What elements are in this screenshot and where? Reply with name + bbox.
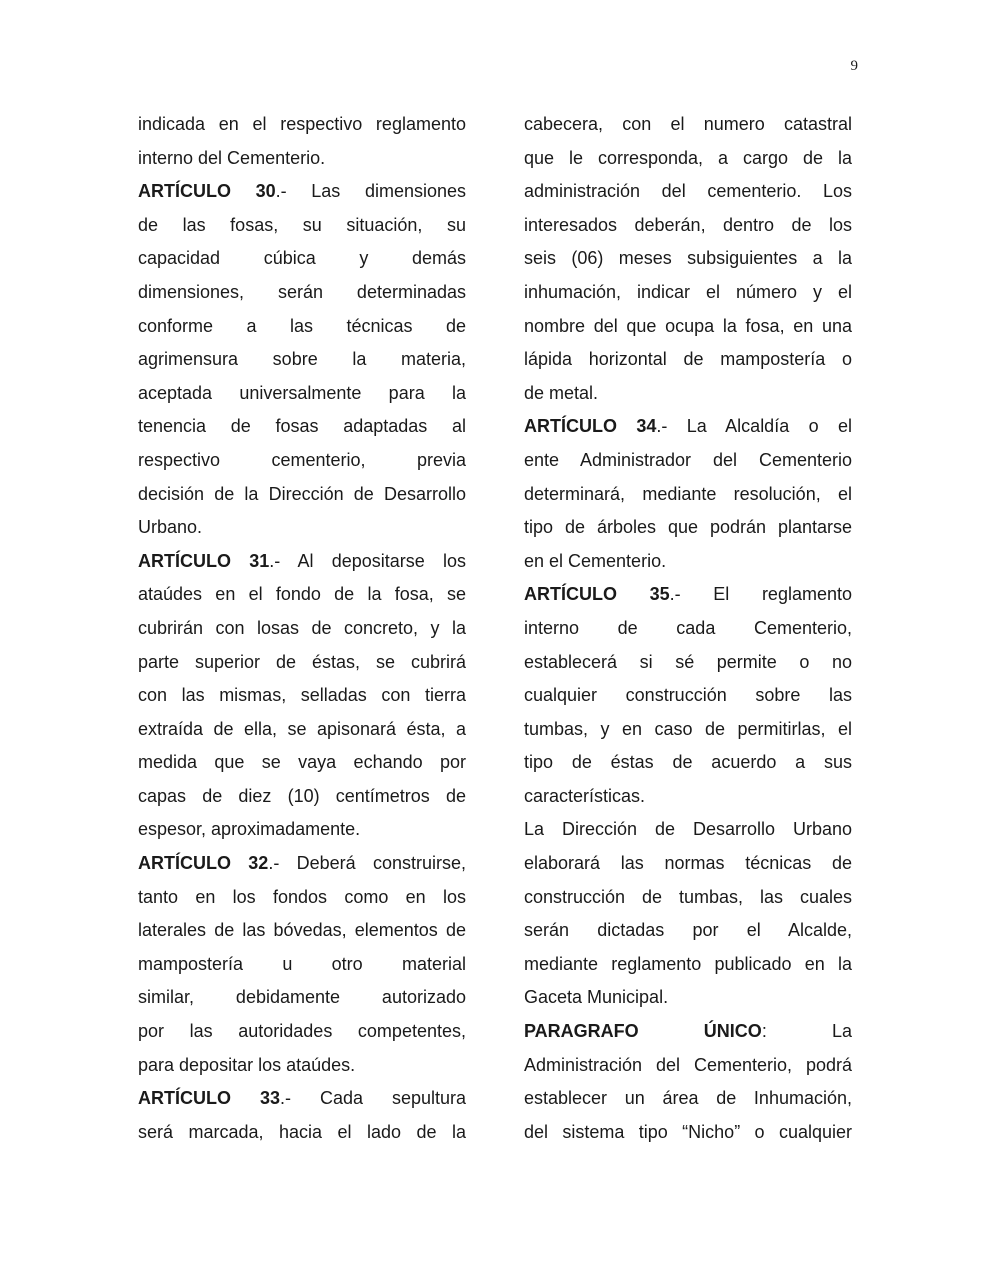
- line-text: aceptada universalmente para la: [138, 382, 466, 403]
- line-text: ataúdes en el fondo de la fosa, se: [138, 584, 466, 605]
- line-text: agrimensura sobre la materia,: [138, 349, 466, 370]
- line-text: interesados deberán, dentro de los: [524, 214, 852, 235]
- left-column: [138, 108, 466, 1149]
- text-line: [524, 914, 852, 948]
- line-text: tumbas, y en caso de permitirlas, el: [524, 718, 852, 739]
- text-line: [138, 914, 466, 948]
- line-text: .- Las dimensiones: [275, 181, 467, 202]
- line-text: del sistema tipo “Nicho” o cualquier: [524, 1121, 852, 1142]
- line-text: características.: [524, 785, 646, 806]
- text-line: [138, 209, 466, 243]
- line-text: tipo de árboles que podrán plantarse: [524, 517, 852, 538]
- line-text: La Dirección de Desarrollo Urbano: [524, 819, 852, 840]
- article-heading-line: [524, 1015, 852, 1049]
- text-line: [138, 276, 466, 310]
- line-text: decisión de la Dirección de Desarrollo: [138, 483, 466, 504]
- page-number: 9: [850, 58, 858, 74]
- text-line: [524, 948, 852, 982]
- text-line: [524, 478, 852, 512]
- line-text: .- Al depositarse los: [269, 550, 467, 571]
- text-line: [138, 478, 466, 512]
- line-text: dimensiones, serán determinadas: [138, 281, 466, 302]
- text-line: [524, 175, 852, 209]
- text-line: [524, 276, 852, 310]
- line-text: conforme a las técnicas de: [138, 315, 466, 336]
- article-number: ARTÍCULO 35: [524, 584, 670, 605]
- line-text: por las autoridades competentes,: [138, 1021, 466, 1042]
- line-text: parte superior de éstas, se cubrirá: [138, 651, 466, 672]
- article-number: ARTÍCULO 34: [524, 416, 657, 437]
- text-line: [524, 1049, 852, 1083]
- text-line: [138, 242, 466, 276]
- text-line: [138, 746, 466, 780]
- line-text: construcción de tumbas, las cuales: [524, 886, 852, 907]
- article-number: ARTÍCULO 33: [138, 1088, 280, 1109]
- line-text: establecer un área de Inhumación,: [524, 1088, 852, 1109]
- line-text: será marcada, hacia el lado de la: [138, 1121, 466, 1142]
- article-heading-line: [138, 545, 466, 579]
- text-line: [138, 1049, 466, 1083]
- text-line: [524, 343, 852, 377]
- text-line: [524, 612, 852, 646]
- text-line: [524, 713, 852, 747]
- text-line: [524, 444, 852, 478]
- text-line: [524, 377, 852, 411]
- line-text: .- La Alcaldía o el: [656, 416, 852, 437]
- line-text: con las mismas, selladas con tierra: [138, 685, 466, 706]
- line-text: lápida horizontal de mampostería o: [524, 349, 852, 370]
- line-text: interno de cada Cementerio,: [524, 617, 852, 638]
- line-text: medida que se vaya echando por: [138, 752, 466, 773]
- line-text: determinará, mediante resolución, el: [524, 483, 852, 504]
- text-line: [138, 310, 466, 344]
- article-number: ARTÍCULO 32: [138, 853, 269, 874]
- article-heading-line: [524, 410, 852, 444]
- line-text: establecerá si sé permite o no: [524, 651, 852, 672]
- text-line: [524, 108, 852, 142]
- line-text: interno del Cementerio.: [138, 147, 326, 168]
- text-line: [138, 377, 466, 411]
- article-heading-line: [138, 175, 466, 209]
- text-line: [524, 746, 852, 780]
- line-text: tanto en los fondos como en los: [138, 886, 466, 907]
- text-line: [138, 108, 466, 142]
- text-line: [138, 679, 466, 713]
- text-line: [138, 881, 466, 915]
- line-text: similar, debidamente autorizado: [138, 987, 466, 1008]
- line-text: indicada en el respectivo reglamento: [138, 114, 466, 134]
- text-line: [138, 713, 466, 747]
- line-text: mediante reglamento publicado en la: [524, 953, 852, 974]
- line-text: .- Cada sepultura: [279, 1088, 466, 1109]
- text-line: [138, 410, 466, 444]
- article-number: ARTÍCULO 30: [138, 181, 276, 202]
- line-text: seis (06) meses subsiguientes a la: [524, 248, 852, 269]
- line-text: tenencia de fosas adaptadas al: [138, 416, 466, 437]
- line-text: capas de diez (10) centímetros de: [138, 785, 466, 806]
- line-text: .- El reglamento: [669, 584, 852, 605]
- line-text: capacidad cúbica y demás: [138, 248, 466, 269]
- line-text: Urbano.: [138, 517, 203, 538]
- text-line: [138, 343, 466, 377]
- line-text: respectivo cementerio, previa: [138, 449, 466, 470]
- text-line: [524, 1082, 852, 1116]
- line-text: administración del cementerio. Los: [524, 181, 852, 202]
- text-line: [524, 981, 852, 1015]
- text-line: [524, 780, 852, 814]
- text-line: [138, 948, 466, 982]
- text-line: [138, 612, 466, 646]
- line-text: nombre del que ocupa la fosa, en una: [524, 315, 852, 336]
- text-line: [138, 1015, 466, 1049]
- text-line: [524, 646, 852, 680]
- text-line: [524, 242, 852, 276]
- text-line: [138, 646, 466, 680]
- text-line: [138, 813, 466, 847]
- line-text: cabecera, con el numero catastral: [524, 114, 852, 134]
- line-text: : La: [761, 1021, 852, 1042]
- text-line: [138, 981, 466, 1015]
- text-line: [524, 545, 852, 579]
- line-text: espesor, aproximadamente.: [138, 819, 361, 840]
- text-line: [524, 813, 852, 847]
- line-text: laterales de las bóvedas, elementos de: [138, 920, 466, 941]
- line-text: Administración del Cementerio, podrá: [524, 1054, 852, 1075]
- line-text: tipo de éstas de acuerdo a sus: [524, 752, 852, 773]
- line-text: serán dictadas por el Alcalde,: [524, 920, 852, 941]
- article-number: PARAGRAFO ÚNICO: [524, 1021, 762, 1042]
- line-text: Gaceta Municipal.: [524, 987, 669, 1008]
- line-text: mampostería u otro material: [138, 953, 466, 974]
- text-line: [524, 142, 852, 176]
- text-line: [138, 444, 466, 478]
- line-text: .- Deberá construirse,: [268, 853, 466, 874]
- line-text: de las fosas, su situación, su: [138, 214, 466, 235]
- line-text: cubrirán con losas de concreto, y la: [138, 617, 466, 638]
- article-heading-line: [524, 578, 852, 612]
- line-text: para depositar los ataúdes.: [138, 1054, 356, 1075]
- article-heading-line: [138, 847, 466, 881]
- text-line: [524, 679, 852, 713]
- text-line: [524, 511, 852, 545]
- text-line: [524, 310, 852, 344]
- text-line: [138, 780, 466, 814]
- line-text: que le corresponda, a cargo de la: [524, 147, 852, 168]
- line-text: cualquier construcción sobre las: [524, 685, 852, 706]
- line-text: de metal.: [524, 382, 599, 403]
- line-text: inhumación, indicar el número y el: [524, 281, 852, 302]
- text-line: [524, 209, 852, 243]
- line-text: elaborará las normas técnicas de: [524, 853, 852, 874]
- line-text: en el Cementerio.: [524, 550, 667, 571]
- line-text: ente Administrador del Cementerio: [524, 449, 852, 470]
- article-heading-line: [138, 1082, 466, 1116]
- text-line: [524, 847, 852, 881]
- text-line: [138, 578, 466, 612]
- text-line: [138, 142, 466, 176]
- article-number: ARTÍCULO 31: [138, 550, 270, 571]
- text-line: [138, 1116, 466, 1150]
- text-line: [524, 1116, 852, 1150]
- text-line: [524, 881, 852, 915]
- right-column: [524, 108, 852, 1149]
- line-text: extraída de ella, se apisonará ésta, a: [138, 718, 466, 739]
- text-line: [138, 511, 466, 545]
